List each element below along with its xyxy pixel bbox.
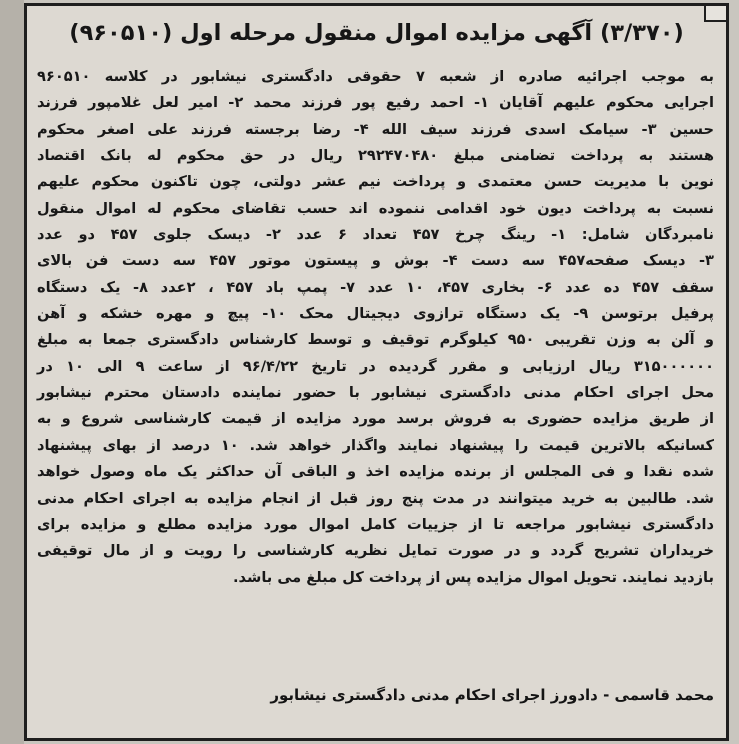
body-line-17: شد. طالبین به خرید میتوانند در مدت پنج روز قبل از انجام مزایده به اجرای احکام مدنی xyxy=(37,489,714,507)
body-line-7: نامبردگان شامل: ۱- رینگ چرخ ۴۵۷ تعداد ۶ عدد ۲- دیسک جلوی ۴۵۷ دو عدد xyxy=(37,226,714,244)
signature: محمد قاسمی - دادورز اجرای احکام مدنی دادگستری نیشابور xyxy=(270,686,714,704)
body-line-11: و آلن به وزن تقریبی ۹۵۰ کیلوگرم توقیف و توسط کارشناس دادگستری جمعا به مبلغ xyxy=(37,331,714,349)
body-line-20: بازدید نمایند. تحویل اموال مزایده پس از پرداخت کل مبلغ می باشد. xyxy=(233,568,714,586)
body-line-14: از طریق مزایده حضوری به فروش برسد مورد مزایده از قیمت کارشناسی شروع و به xyxy=(37,410,714,428)
newspaper-notice xyxy=(24,3,729,741)
notice-body xyxy=(37,64,714,591)
body-line-5: نوین با مدیریت حسن معتمدی و پرداخت نیم عشر دولتی، چون تاکنون محکوم علیهم xyxy=(37,173,714,191)
body-line-6: نسبت به پرداخت دیون خود اقدامی ننموده اند حسب تقاضای محکوم له اموال منقول xyxy=(37,199,714,217)
body-line-18: دادگستری نیشابور مراجعه تا از جزییات کامل اموال مورد مزایده مطلع و مزایده برای xyxy=(37,515,714,533)
body-line-9: سقف ۴۵۷ ده عدد ۶- بخاری ۴۵۷، ۱۰ عدد ۷- پمپ باد ۴۵۷ ، ۲عدد ۸- یک دستگاه xyxy=(37,278,714,296)
notice-title: (۳/۳۷۰) آگهی مزایده اموال منقول مرحله اول (۹۶۰۵۱۰) xyxy=(69,20,684,46)
body-line-10: پرفیل برتوسن ۹- یک دستگاه ترازوی دیجیتال محک ۱۰- پیچ و مهره خشکه و آهن xyxy=(37,305,714,323)
body-line-19: خریداران تشریح گردد و در صورت تمایل نظریه کارشناسی را رویت و از مال توقیفی xyxy=(37,542,714,560)
body-line-8: ۳- دیسک صفحه۴۵۷ سه دست ۴- بوش و پیستون موتور ۴۵۷ سه دست فن بالای xyxy=(37,252,714,270)
body-line-3: حسین ۳- سیامک اسدی فرزند سیف الله ۴- رضا برجسته فرزند علی اصغر محکوم xyxy=(37,120,714,138)
body-line-1: به موجب اجرائیه صادره از شعبه ۷ حقوقی دادگستری نیشابور در کلاسه ۹۶۰۵۱۰ xyxy=(37,68,714,85)
body-line-16: شده نقدا و فی المجلس از برنده مزایده اخذ و الباقی آن حداکثر یک ماه وصول خواهد xyxy=(37,463,714,481)
body-line-13: محل اجرای احکام مدنی دادگستری نیشابور با حضور نماینده دادستان محترم نیشابور xyxy=(37,384,714,402)
page-edge xyxy=(0,0,24,744)
body-line-2: اجرایی محکوم علیهم آقایان ۱- احمد رفیع پور فرزند محمد ۲- امیر لعل غلامپور فرزند xyxy=(37,94,714,112)
body-line-4: هستند به پرداخت تضامنی مبلغ ۲۹۲۴۷۰۴۸۰ ریال در حق محکوم له بانک اقتصاد xyxy=(37,147,714,165)
body-line-12: ۳۱۵۰۰۰۰۰۰ ریال ارزیابی و مقرر گردیده در تاریخ ۹۶/۴/۲۲ از ساعت ۹ الی ۱۰ در xyxy=(37,357,714,375)
body-line-15: کسانیکه بالاترین قیمت را پیشنهاد نمایند واگذار خواهد شد. ۱۰ درصد از بهای پیشنهاد xyxy=(37,436,714,454)
